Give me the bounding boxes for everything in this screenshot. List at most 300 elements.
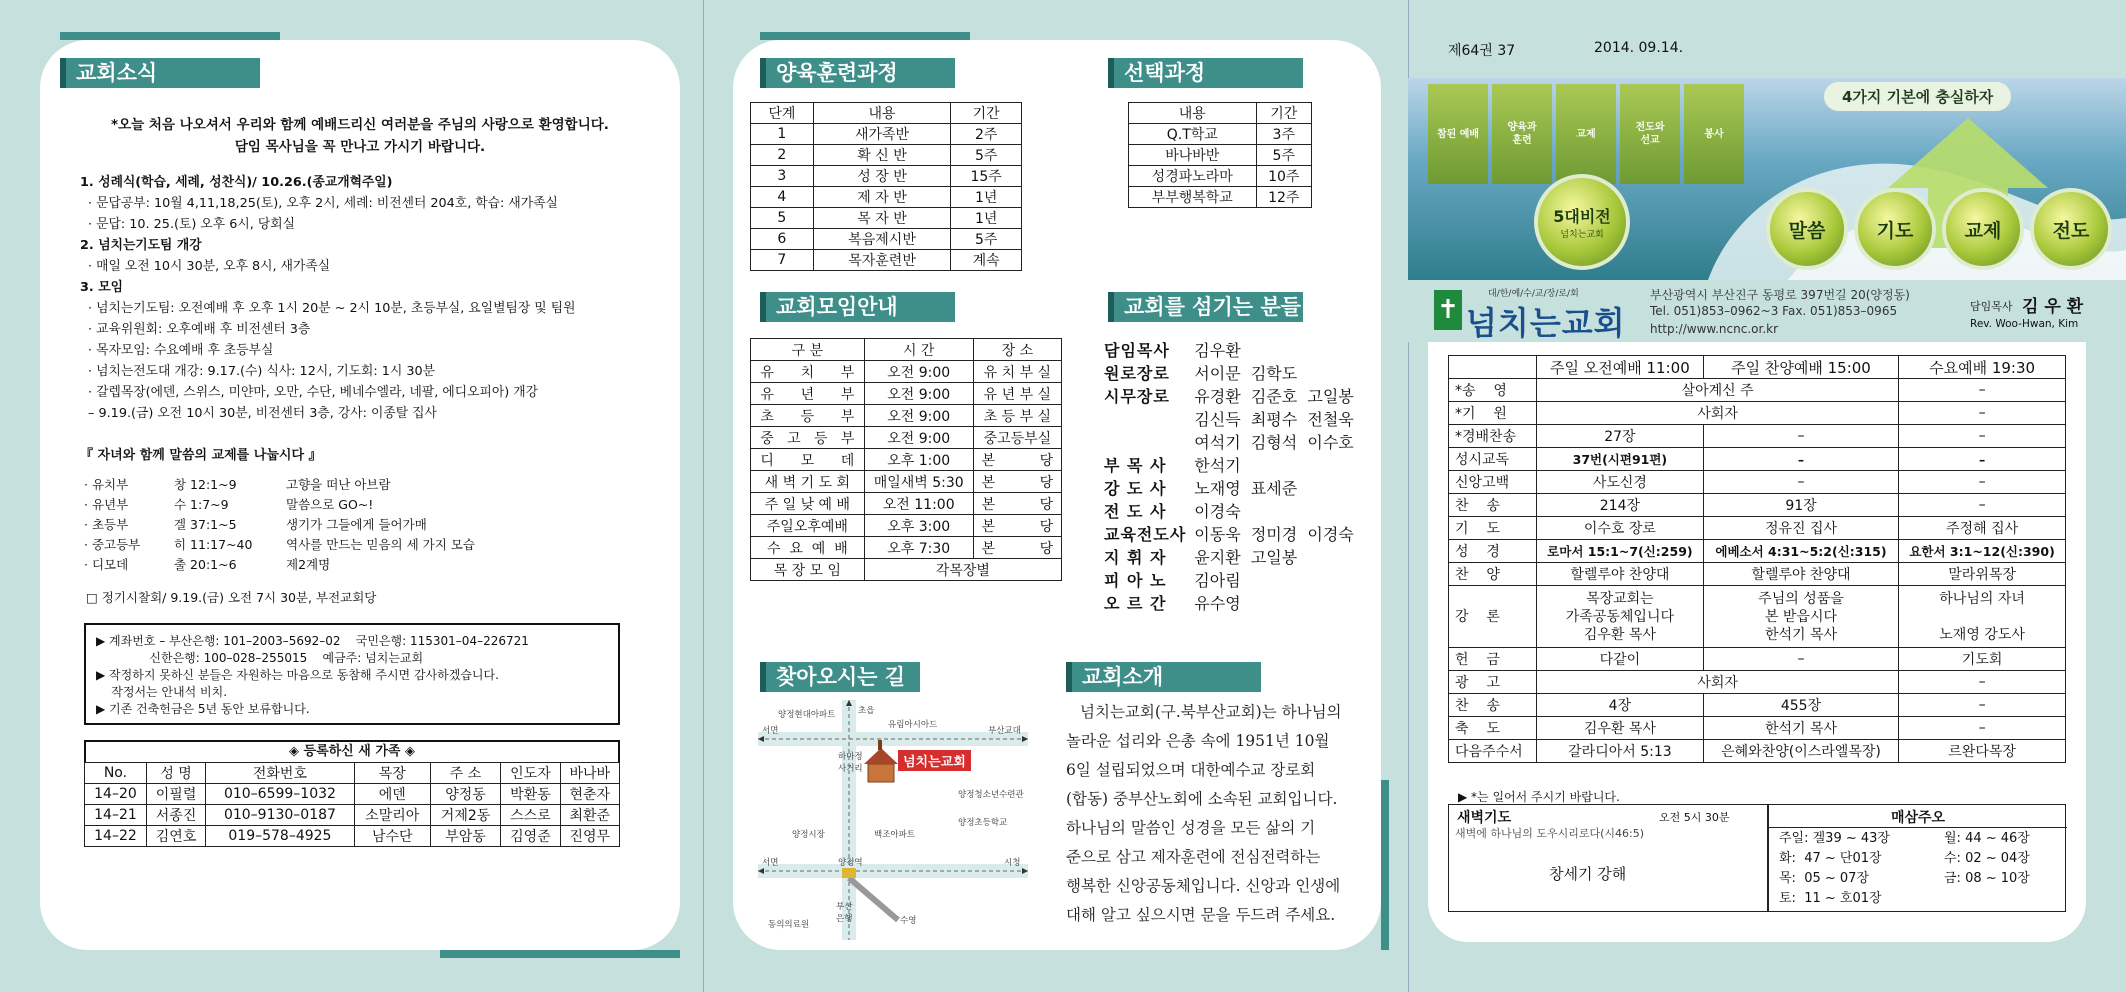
dawn-topic: 창세기 강해 bbox=[1549, 865, 1627, 883]
order-label: 강 론 bbox=[1449, 586, 1537, 648]
table-cell: 최환준 bbox=[560, 805, 619, 826]
table-row bbox=[1129, 124, 1312, 145]
table-cell: 본 당 bbox=[973, 449, 1061, 471]
table-header-cell: 목장 bbox=[354, 763, 430, 784]
map-label: 양정시장 bbox=[792, 830, 825, 840]
order-cell: 목장교회는 가족공동체입니다 김우환 목사 bbox=[1537, 586, 1704, 648]
staff-role bbox=[1100, 430, 1190, 453]
table-cell: 오전 9:00 bbox=[864, 361, 973, 383]
order-cell: 갈라디아서 5:13 bbox=[1537, 740, 1704, 763]
slogan-label: 4가지 기본에 충실하자 bbox=[1824, 82, 2011, 111]
vision-badge bbox=[1534, 174, 1630, 270]
order-cell: 정유진 집사 bbox=[1703, 517, 1898, 540]
staff-row bbox=[1100, 522, 1358, 545]
order-header-cell bbox=[1449, 356, 1537, 379]
table-cell: 010–6599–1032 bbox=[206, 784, 354, 805]
prayer-meeting: □ 정기시찰회/ 9.19.(금) 오전 7시 30분, 부전교회당 bbox=[86, 590, 377, 605]
order-cell: 말라위목장 bbox=[1899, 563, 2066, 586]
intro-line: 6일 설립되었으며 대한예수교 장로회 bbox=[1066, 761, 1316, 779]
table-row bbox=[751, 559, 1062, 581]
staff-row bbox=[1100, 338, 1358, 361]
order-cell: 다같이 bbox=[1537, 648, 1704, 671]
staff-role: 지 휘 자 bbox=[1104, 548, 1167, 567]
table-cell: 5주 bbox=[951, 145, 1022, 166]
staff-role: 담임목사 bbox=[1104, 341, 1170, 360]
table-row bbox=[751, 250, 1022, 271]
order-cell: – bbox=[1899, 494, 2066, 517]
table-cell: 새가족반 bbox=[813, 124, 951, 145]
news-item: 3. 모임 bbox=[80, 280, 123, 295]
family-topic: 말씀으로 GO~! bbox=[286, 497, 374, 512]
table-row bbox=[751, 405, 1062, 427]
family-ref: 출 20:1~6 bbox=[174, 557, 237, 572]
map-label: 동의의료원 bbox=[768, 920, 810, 930]
order-cell: – bbox=[1703, 448, 1898, 471]
family-title: 『 자녀와 함께 말씀의 교제를 나눕시다 』 bbox=[80, 448, 322, 463]
table-header-row bbox=[1129, 103, 1312, 124]
order-cell: 주정해 집사 bbox=[1899, 517, 2066, 540]
staff-role: 오 르 간 bbox=[1104, 594, 1167, 613]
order-label: 찬 송 bbox=[1449, 694, 1537, 717]
church-sub: 대/한/예/수/교/장/로/회 bbox=[1488, 289, 1579, 299]
table-cell: 초 등 부 실 bbox=[973, 405, 1061, 427]
elective-table bbox=[1128, 102, 1312, 208]
table-header-cell: 기간 bbox=[951, 103, 1022, 124]
table-header-cell: 구 분 bbox=[751, 339, 865, 361]
order-label: 다음주수서 bbox=[1449, 740, 1537, 763]
order-cell: 사회자 bbox=[1537, 671, 1899, 694]
table-cell: 본 당 bbox=[973, 515, 1061, 537]
order-row bbox=[1449, 425, 2066, 448]
table-cell: 3 bbox=[751, 166, 814, 187]
table-cell: 매일새벽 5:30 bbox=[864, 471, 973, 493]
table-row bbox=[751, 515, 1062, 537]
volume-label: 제64권 37 bbox=[1448, 43, 1516, 59]
church-phone: Tel. 051)853–0962~3 Fax. 051)853–0965 bbox=[1650, 304, 1898, 318]
table-cell: 5 bbox=[751, 208, 814, 229]
staff-row bbox=[1100, 430, 1358, 453]
table-cell: 양정동 bbox=[430, 784, 500, 805]
order-header-cell: 주일 오전예배 11:00 bbox=[1537, 356, 1704, 379]
table-header-cell: 전화번호 bbox=[206, 763, 354, 784]
table-cell: 복음제시반 bbox=[813, 229, 951, 250]
table-row bbox=[751, 427, 1062, 449]
order-row bbox=[1449, 740, 2066, 763]
staff-names: 윤지환 고일봉 bbox=[1194, 548, 1298, 567]
notice-line: 작정서는 안내석 비치. bbox=[96, 685, 228, 699]
staff-role: 강 도 사 bbox=[1104, 479, 1167, 498]
order-cell: 할렐루야 찬양대 bbox=[1537, 563, 1704, 586]
staff-role bbox=[1100, 407, 1190, 430]
order-row bbox=[1449, 379, 2066, 402]
notice-line: ▶ 계좌번호 – 부산은행: 101–2003–5692–02 국민은행: 115301–04–226721 bbox=[96, 634, 529, 648]
table-row bbox=[1129, 166, 1312, 187]
table-header-cell: 단계 bbox=[751, 103, 814, 124]
section-title-elective: 선택과정 bbox=[1108, 58, 1303, 88]
table-cell: 1 bbox=[751, 124, 814, 145]
dawn-text: 새벽에 하나님의 도우시리로다(시46:5) bbox=[1455, 827, 1645, 840]
family-topic: 역사를 만드는 믿음의 세 가지 모습 bbox=[286, 537, 475, 552]
stand-note: ▶ *는 일어서 주시기 바랍니다. bbox=[1458, 790, 1620, 804]
staff-role: 시무장로 bbox=[1104, 387, 1170, 406]
staff-names: 김우환 bbox=[1194, 341, 1241, 360]
intro-line: (합동) 중부산노회에 소속된 교회입니다. bbox=[1066, 790, 1338, 808]
table-header-cell: 시 간 bbox=[864, 339, 973, 361]
family-row bbox=[84, 475, 475, 495]
section-title-staff: 교회를 섬기는 분들 bbox=[1108, 292, 1303, 322]
staff-names: 유수영 bbox=[1194, 594, 1241, 613]
staff-row bbox=[1100, 384, 1358, 407]
table-cell: 010–9130–0187 bbox=[206, 805, 354, 826]
table-cell: 본 당 bbox=[973, 537, 1061, 559]
map-label: 양정청소년수련관 bbox=[958, 790, 1024, 800]
order-row bbox=[1449, 671, 2066, 694]
table-cell: 성경파노라마 bbox=[1129, 166, 1257, 187]
order-label: 기 도 bbox=[1449, 517, 1537, 540]
table-cell: 2주 bbox=[951, 124, 1022, 145]
reading-day: 토: 11 ~ 호01장 bbox=[1779, 891, 1882, 906]
news-item: · 목자모임: 수요예배 후 초등부실 bbox=[88, 343, 274, 358]
order-label: *경배찬송 bbox=[1449, 425, 1537, 448]
date-label: 2014. 09.14. bbox=[1594, 40, 1684, 56]
table-cell: 주 일 낮 예 배 bbox=[751, 493, 865, 515]
table-cell: 목 자 반 bbox=[813, 208, 951, 229]
table-cell: 새 벽 기 도 회 bbox=[751, 471, 865, 493]
table-cell: 오전 9:00 bbox=[864, 383, 973, 405]
order-cell: 살아계신 주 bbox=[1537, 379, 1899, 402]
family-row bbox=[84, 555, 475, 575]
section-title-directions: 찾아오시는 길 bbox=[760, 662, 920, 692]
table-cell: 성 장 반 bbox=[813, 166, 951, 187]
order-label: *기 원 bbox=[1449, 402, 1537, 425]
order-row bbox=[1449, 586, 2066, 648]
staff-names: 여석기 김형석 이수호 bbox=[1194, 433, 1354, 452]
table-row bbox=[1129, 187, 1312, 208]
table-cell: 1년 bbox=[951, 208, 1022, 229]
table-cell: 오후 3:00 bbox=[864, 515, 973, 537]
reading-row bbox=[1779, 889, 2030, 909]
map-label: 초읍 bbox=[858, 706, 875, 716]
table-cell: 오후 1:00 bbox=[864, 449, 973, 471]
order-label: 헌 금 bbox=[1449, 648, 1537, 671]
map-label: 서면 bbox=[762, 726, 779, 736]
order-cell: 91장 bbox=[1703, 494, 1898, 517]
pastor-name: 김 우 환 bbox=[2022, 297, 2084, 317]
staff-names: 유경환 김준호 고일봉 bbox=[1194, 387, 1354, 406]
order-cell: – bbox=[1899, 448, 2066, 471]
circle-prayer: 기도 bbox=[1854, 188, 1936, 270]
table-cell: 4 bbox=[751, 187, 814, 208]
news-item: · 교육위원회: 오후예배 후 비전센터 3층 bbox=[88, 322, 311, 337]
church-header bbox=[1408, 280, 2126, 342]
table-row bbox=[85, 784, 620, 805]
family-ref: 히 11:17~40 bbox=[174, 537, 253, 552]
table-cell: 오전 9:00 bbox=[864, 405, 973, 427]
worship-order-table bbox=[1448, 355, 2066, 763]
map-label: 서면 bbox=[762, 858, 779, 868]
circle-evangelism: 전도 bbox=[2030, 188, 2112, 270]
table-row bbox=[751, 537, 1062, 559]
table-header-cell: 성 명 bbox=[146, 763, 205, 784]
table-cell: 바나바반 bbox=[1129, 145, 1257, 166]
table-row bbox=[751, 229, 1022, 250]
order-row bbox=[1449, 563, 2066, 586]
table-cell: 15주 bbox=[951, 166, 1022, 187]
order-cell: 로마서 15:1~7(신:259) bbox=[1537, 540, 1704, 563]
table-cell: 현춘자 bbox=[560, 784, 619, 805]
table-cell: 각목장별 bbox=[864, 559, 1061, 581]
table-row bbox=[751, 208, 1022, 229]
staff-row bbox=[1100, 499, 1358, 522]
table-cell: 10주 bbox=[1256, 166, 1311, 187]
order-cell: 214장 bbox=[1537, 494, 1704, 517]
order-cell: – bbox=[1703, 425, 1898, 448]
newfamily-table bbox=[84, 762, 620, 847]
family-topic: 고향을 떠난 아브람 bbox=[286, 477, 391, 492]
table-cell: 3주 bbox=[1256, 124, 1311, 145]
order-cell: – bbox=[1899, 402, 2066, 425]
table-cell: 목자훈련반 bbox=[813, 250, 951, 271]
family-row bbox=[84, 535, 475, 555]
table-row bbox=[751, 383, 1062, 405]
order-row bbox=[1449, 448, 2066, 471]
newfamily-title: ◈ 등록하신 새 가족 ◈ bbox=[84, 740, 620, 762]
table-cell: 진영무 bbox=[560, 826, 619, 847]
order-cell: – bbox=[1899, 425, 2066, 448]
table-cell: 유 치 부 실 bbox=[973, 361, 1061, 383]
table-cell: 에덴 bbox=[354, 784, 430, 805]
table-header-cell: 내용 bbox=[813, 103, 951, 124]
order-cell: 은혜와찬양(이스라엘목장) bbox=[1703, 740, 1898, 763]
order-label: *송 영 bbox=[1449, 379, 1537, 402]
map-label: 양정초등학교 bbox=[958, 818, 1008, 828]
pastor-en: Rev. Woo-Hwan, Kim bbox=[1970, 318, 2079, 330]
reading-day: 수: 02 ~ 04장 bbox=[1944, 851, 2030, 866]
order-cell: 사회자 bbox=[1537, 402, 1899, 425]
welcome-line: 담임 목사님을 꼭 만나고 가시기 바랍니다. bbox=[234, 139, 486, 155]
family-dept: · 초등부 bbox=[84, 517, 129, 532]
order-cell: – bbox=[1899, 379, 2066, 402]
table-cell: 김영준 bbox=[501, 826, 560, 847]
staff-names: 노재영 표세준 bbox=[1194, 479, 1298, 498]
dawn-time: 오전 5시 30분 bbox=[1659, 811, 1730, 824]
table-header-cell: 인도자 bbox=[501, 763, 560, 784]
order-cell: 김우환 목사 bbox=[1537, 717, 1704, 740]
meetings-table bbox=[750, 338, 1062, 581]
order-cell: 한석기 목사 bbox=[1703, 717, 1898, 740]
table-header-cell: 장 소 bbox=[973, 339, 1061, 361]
table-cell: 부부행복학교 bbox=[1129, 187, 1257, 208]
order-cell: 할렐루야 찬양대 bbox=[1703, 563, 1898, 586]
order-cell: – bbox=[1899, 471, 2066, 494]
staff-role: 교육전도사 bbox=[1104, 525, 1187, 544]
church-web[interactable]: http://www.ncnc.or.kr bbox=[1650, 322, 1779, 336]
order-row bbox=[1449, 694, 2066, 717]
news-item: 1. 성례식(학습, 세례, 성찬식)/ 10.26.(종교개혁주일) bbox=[80, 175, 393, 190]
reading-day: 화: 47 ~ 단01장 bbox=[1779, 851, 1882, 866]
reading-box bbox=[1768, 804, 2066, 912]
staff-role: 원로장로 bbox=[1104, 364, 1170, 383]
table-cell: 초 등 부 bbox=[751, 405, 865, 427]
order-row bbox=[1449, 648, 2066, 671]
table-row bbox=[751, 361, 1062, 383]
table-cell: 주일오후예배 bbox=[751, 515, 865, 537]
table-cell: 본 당 bbox=[973, 493, 1061, 515]
map bbox=[758, 700, 1028, 940]
family-ref: 겔 37:1~5 bbox=[174, 517, 237, 532]
notice-line: ▶ 작정하지 못하신 분들은 자원하는 마음으로 동참해 주시면 감사하겠습니다. bbox=[96, 668, 499, 682]
table-cell: 14–20 bbox=[85, 784, 147, 805]
order-label: 찬 송 bbox=[1449, 494, 1537, 517]
staff-names: 이동욱 정미경 이경숙 bbox=[1194, 525, 1354, 544]
table-cell: 오후 7:30 bbox=[864, 537, 973, 559]
order-label: 성 경 bbox=[1449, 540, 1537, 563]
order-header-cell: 수요예배 19:30 bbox=[1899, 356, 2066, 379]
news-item: · 문답공부: 10월 4,11,18,25(토), 오후 2시, 세례: 비전센터 204호, 학습: 새가족실 bbox=[88, 196, 558, 211]
table-cell: 12주 bbox=[1256, 187, 1311, 208]
church-logo-icon: ✝ bbox=[1434, 290, 1462, 330]
family-dept: · 유치부 bbox=[84, 477, 129, 492]
table-cell: 소말리아 bbox=[354, 805, 430, 826]
family-list bbox=[84, 475, 475, 575]
reading-list bbox=[1779, 829, 2030, 909]
reading-row bbox=[1779, 829, 2030, 849]
order-header-cell: 주일 찬양예배 15:00 bbox=[1703, 356, 1898, 379]
table-cell: 계속 bbox=[951, 250, 1022, 271]
table-header-row bbox=[751, 339, 1062, 361]
table-cell: 부암동 bbox=[430, 826, 500, 847]
order-cell: – bbox=[1703, 648, 1898, 671]
map-label: 양정역 bbox=[838, 858, 863, 868]
table-cell: 디 모 데 bbox=[751, 449, 865, 471]
table-cell: 목 장 모 임 bbox=[751, 559, 865, 581]
staff-row bbox=[1100, 453, 1358, 476]
order-header-row bbox=[1449, 356, 2066, 379]
staff-table bbox=[1100, 338, 1358, 614]
family-ref: 수 1:7~9 bbox=[174, 497, 229, 512]
reading-row bbox=[1779, 849, 2030, 869]
staff-row bbox=[1100, 568, 1358, 591]
staff-role: 전 도 사 bbox=[1104, 502, 1167, 521]
church-address: 부산광역시 부산진구 동평로 397번길 20(양정동) bbox=[1650, 288, 1910, 302]
section-title-news: 교회소식 bbox=[60, 58, 260, 88]
staff-row bbox=[1100, 361, 1358, 384]
table-header-cell: 주 소 bbox=[430, 763, 500, 784]
table-cell: 5주 bbox=[951, 229, 1022, 250]
table-cell: 유 년 부 bbox=[751, 383, 865, 405]
family-row bbox=[84, 515, 475, 535]
table-cell: 7 bbox=[751, 250, 814, 271]
reading-day: 목: 05 ~ 07장 bbox=[1779, 871, 1870, 886]
table-cell: 유 치 부 bbox=[751, 361, 865, 383]
news-item: · 갈렙목장(에덴, 스위스, 미얀마, 오만, 수단, 베네수엘라, 네팔, 에디오피아) 개강 bbox=[88, 385, 538, 400]
circle-word: 말씀 bbox=[1766, 188, 1848, 270]
table-header-row bbox=[751, 103, 1022, 124]
table-row bbox=[751, 124, 1022, 145]
order-cell: – bbox=[1899, 671, 2066, 694]
deco-bar bbox=[1381, 780, 1389, 950]
family-ref: 창 12:1~9 bbox=[174, 477, 237, 492]
intro-line: 준으로 삼고 제자훈련에 전심전력하는 bbox=[1066, 848, 1321, 866]
table-cell: 제 자 반 bbox=[813, 187, 951, 208]
table-cell: 6 bbox=[751, 229, 814, 250]
order-row bbox=[1449, 471, 2066, 494]
staff-names: 한석기 bbox=[1194, 456, 1241, 475]
map-label: 하마정 사거리 bbox=[838, 752, 863, 774]
table-cell: 스스로 bbox=[501, 805, 560, 826]
map-label: 수영 bbox=[900, 916, 917, 926]
staff-row bbox=[1100, 476, 1358, 499]
dawn-title: 새벽기도 bbox=[1457, 810, 1512, 826]
map-church-label: 넘치는교회 bbox=[898, 750, 971, 771]
order-label: 찬 양 bbox=[1449, 563, 1537, 586]
order-cell: – bbox=[1899, 694, 2066, 717]
order-row bbox=[1449, 717, 2066, 740]
table-row bbox=[751, 145, 1022, 166]
order-cell: – bbox=[1703, 471, 1898, 494]
table-row bbox=[751, 166, 1022, 187]
welcome-line: *오늘 처음 나오셔서 우리와 함께 예배드리신 여러분을 주님의 사랑으로 환영합니다. bbox=[111, 117, 609, 133]
notice-box bbox=[84, 623, 620, 725]
news-item: – 9.19.(금) 오전 10시 30분, 비전센터 3층, 강사: 이종탈 집사 bbox=[88, 406, 437, 421]
table-cell: 남수단 bbox=[354, 826, 430, 847]
order-cell: 37번(시편91편) bbox=[1537, 448, 1704, 471]
order-cell: 사도신경 bbox=[1537, 471, 1704, 494]
deco-bar bbox=[760, 32, 970, 40]
intro-text bbox=[1066, 698, 1366, 930]
vision-badge-sub: 넘치는교회 bbox=[1560, 230, 1604, 240]
table-cell: 019–578–4925 bbox=[206, 826, 354, 847]
news-item: · 매일 오전 10시 30분, 오후 8시, 새가족실 bbox=[88, 259, 331, 274]
table-row bbox=[1129, 145, 1312, 166]
table-cell: 거제2동 bbox=[430, 805, 500, 826]
pillar-fellowship: 교제 bbox=[1556, 84, 1616, 184]
table-cell: 5주 bbox=[1256, 145, 1311, 166]
order-label: 광 고 bbox=[1449, 671, 1537, 694]
table-cell: 1년 bbox=[951, 187, 1022, 208]
family-topic: 생기가 그들에게 들어가매 bbox=[286, 517, 427, 532]
order-label: 축 도 bbox=[1449, 717, 1537, 740]
deco-bar bbox=[440, 950, 680, 958]
order-cell: – bbox=[1899, 717, 2066, 740]
dawn-box bbox=[1448, 804, 1768, 912]
table-header-row bbox=[85, 763, 620, 784]
order-row bbox=[1449, 540, 2066, 563]
table-cell: 수 요 예 배 bbox=[751, 537, 865, 559]
family-row bbox=[84, 495, 475, 515]
table-header-cell: 기간 bbox=[1256, 103, 1311, 124]
order-cell: 르완다목장 bbox=[1899, 740, 2066, 763]
banner bbox=[1408, 78, 2126, 280]
table-cell: 오전 9:00 bbox=[864, 427, 973, 449]
order-cell: 4장 bbox=[1537, 694, 1704, 717]
map-label: 양정현대아파트 bbox=[778, 710, 836, 720]
order-row bbox=[1449, 402, 2066, 425]
table-header-cell: 바나바 bbox=[560, 763, 619, 784]
staff-names: 김아림 bbox=[1194, 571, 1241, 590]
order-cell: 기도회 bbox=[1899, 648, 2066, 671]
vision-badge-text: 5대비전 bbox=[1553, 207, 1611, 226]
reading-day: 주일: 겔39 ~ 43장 bbox=[1779, 831, 1890, 846]
table-cell: 14–22 bbox=[85, 826, 147, 847]
staff-role: 부 목 사 bbox=[1104, 456, 1167, 475]
order-cell: 이수호 장로 bbox=[1537, 517, 1704, 540]
family-topic: 제2계명 bbox=[286, 557, 331, 572]
intro-line: 넘치는교회(구.북부산교회)는 하나님의 bbox=[1080, 703, 1342, 721]
pillar-mission: 전도와 선교 bbox=[1620, 84, 1680, 184]
table-cell: 서종진 bbox=[146, 805, 205, 826]
news-item: · 넘치는기도팀: 오전예배 후 오후 1시 20분 ~ 2시 10분, 초등부실, 요일별팀장 및 팀원 bbox=[88, 301, 576, 316]
